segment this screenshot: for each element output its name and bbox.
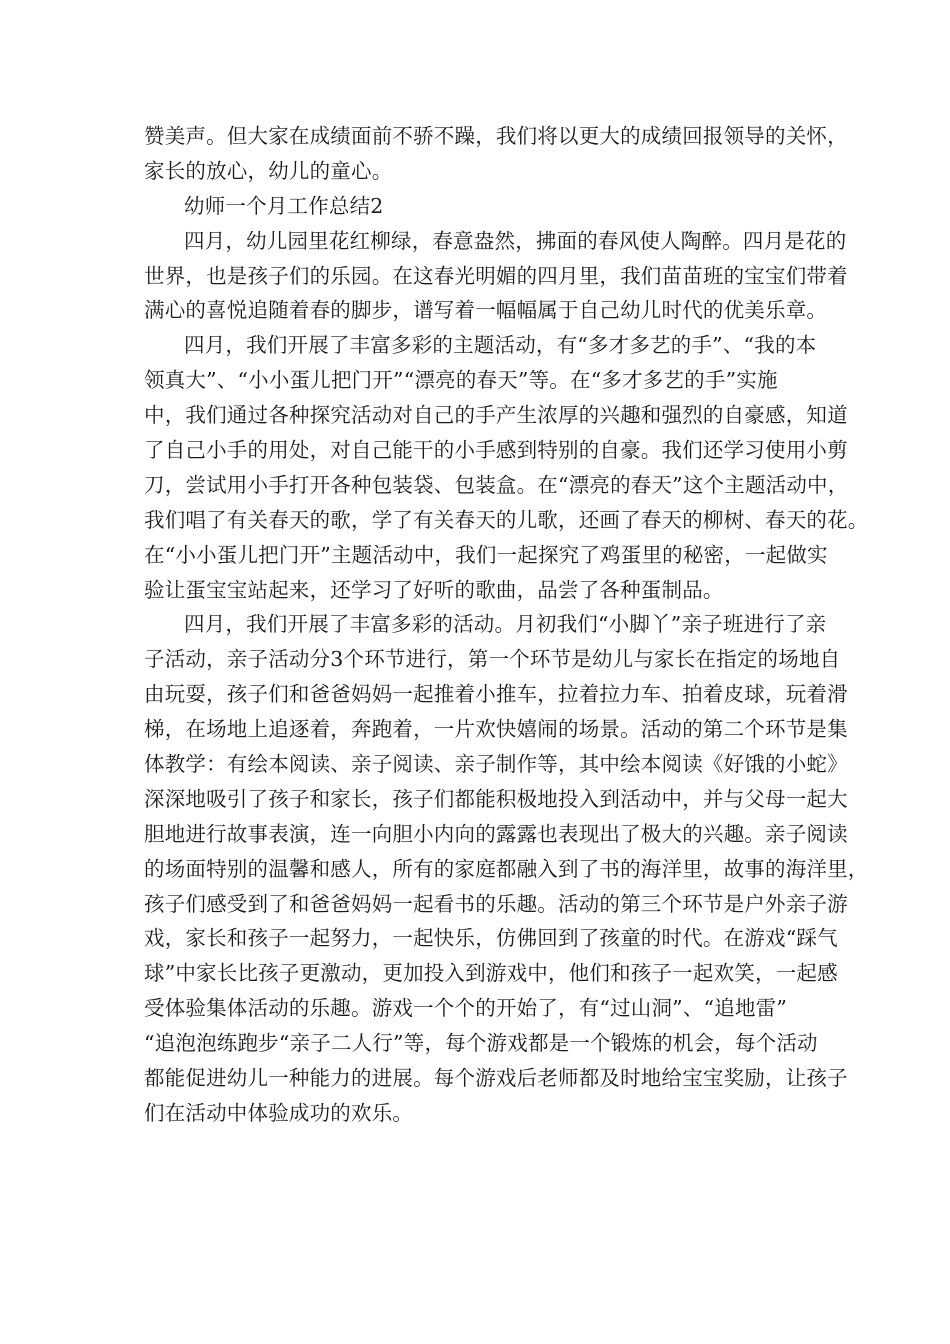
text-line: 满心的喜悦追随着春的脚步，谱写着一幅幅属于自己幼儿时代的优美乐章。 (144, 298, 828, 323)
text-line: 在“小小蛋儿把门开”主题活动中，我们一起探究了鸡蛋里的秘密，一起做实 (144, 542, 828, 567)
text-line: 刀，尝试用小手打开各种包装袋、包装盒。在“漂亮的春天”这个主题活动中， (144, 472, 849, 497)
document-body (144, 119, 869, 1131)
text-line: 戏，家长和孩子一起努力，一起快乐，仿佛回到了孩童的时代。在游戏“踩气 (144, 926, 838, 951)
text-line: “追泡泡练跑步“亲子二人行”等，每个游戏都是一个锻炼的机会，每个活动 (144, 1031, 818, 1056)
paragraph-first-line: 四月，我们开展了丰富多彩的活动。月初我们“小脚丫”亲子班进行了亲 (184, 612, 827, 637)
paragraph-first-line: 四月，幼儿园里花红柳绿，春意盎然，拂面的春风使人陶醉。四月是花的 (184, 228, 847, 253)
text-line: 子活动，亲子活动分3个环节进行，第一个环节是幼儿与家长在指定的场地自 (144, 647, 841, 672)
text-line: 了自己小手的用处，对自己能干的小手感到特别的自豪。我们还学习使用小剪 (144, 438, 848, 463)
text-line: 胆地进行故事表演，连一向胆小内向的露露也表现出了极大的兴趣。亲子阅读 (144, 821, 848, 846)
text-line: 深深地吸引了孩子和家长，孩子们都能积极地投入到活动中，并与父母一起大 (144, 786, 848, 811)
text-line: 体教学：有绘本阅读、亲子阅读、亲子制作等，其中绘本阅读《好饿的小蛇》 (144, 752, 848, 777)
text-line: 中，我们通过各种探究活动对自己的手产生浓厚的兴趣和强烈的自豪感，知道 (144, 403, 848, 428)
text-line: 梯，在场地上追逐着，奔跑着，一片欢快嬉闹的场景。活动的第二个环节是集 (144, 717, 848, 742)
text-line: 的场面特别的温馨和感人，所有的家庭都融入到了书的海洋里，故事的海洋里， (144, 856, 869, 881)
text-line: 世界，也是孩子们的乐园。在这春光明媚的四月里，我们苗苗班的宝宝们带着 (144, 263, 848, 288)
text-line: 受体验集体活动的乐趣。游戏一个个的开始了，有“过山洞”、“追地雷” (144, 996, 788, 1021)
paragraph-first-line: 四月，我们开展了丰富多彩的主题活动，有“多才多艺的手”、“我的本 (184, 333, 817, 358)
text-line: 验让蛋宝宝站起来，还学习了好听的歌曲，品尝了各种蛋制品。 (144, 577, 724, 602)
text-line: 都能促进幼儿一种能力的进展。每个游戏后老师都及时地给宝宝奖励，让孩子 (144, 1066, 848, 1091)
text-line: 孩子们感受到了和爸爸妈妈一起看书的乐趣。活动的第三个环节是户外亲子游 (144, 891, 848, 916)
text-line: 由玩耍，孩子们和爸爸妈妈一起推着小推车，拉着拉力车、拍着皮球，玩着滑 (144, 682, 848, 707)
text-line: 我们唱了有关春天的歌，学了有关春天的儿歌，还画了春天的柳树、春天的花。 (144, 507, 869, 532)
text-line: 球”中家长比孩子更激动，更加投入到游戏中，他们和孩子一起欢笑，一起感 (144, 961, 838, 986)
text-line: 赞美声。但大家在成绩面前不骄不躁，我们将以更大的成绩回报领导的关怀， (144, 124, 848, 148)
text-line: 们在活动中体验成功的欢乐。 (144, 1100, 414, 1125)
text-line: 家长的放心，幼儿的童心。 (144, 158, 393, 183)
text-line: 领真大”、“小小蛋儿把门开”“漂亮的春天”等。在“多才多艺的手”实施 (144, 368, 778, 393)
section-heading: 幼师一个月工作总结2 (184, 193, 384, 218)
